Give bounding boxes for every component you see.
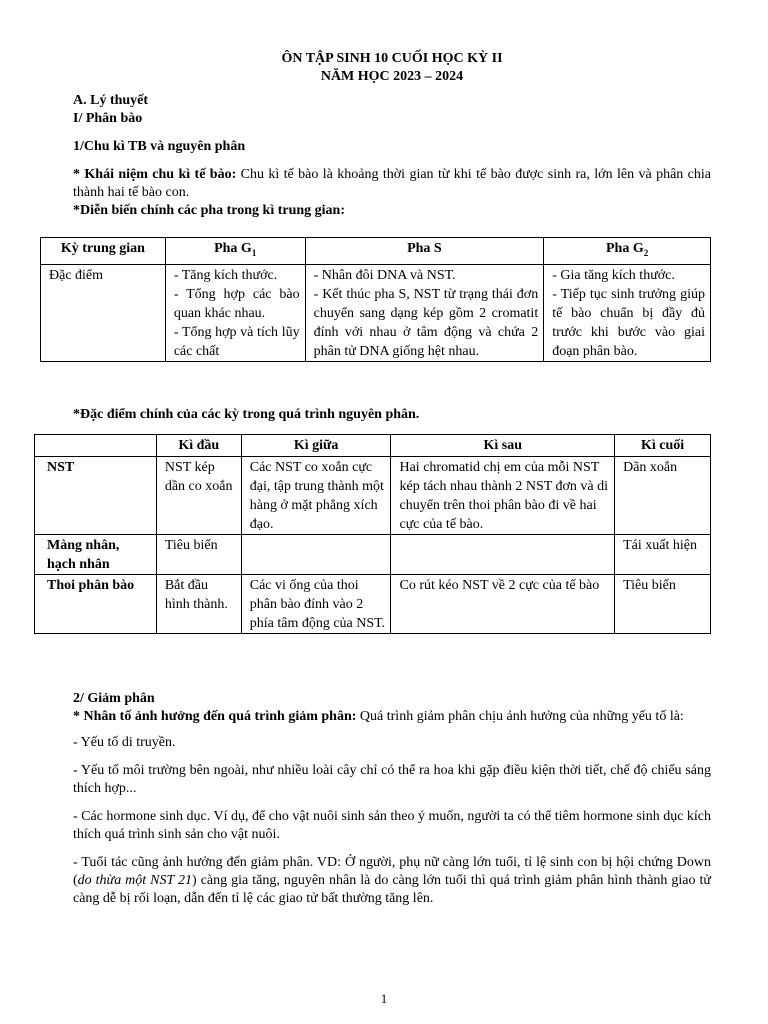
- cell-spindle-telophase: Tiêu biến: [615, 575, 711, 634]
- interphase-table-header: [41, 238, 711, 265]
- cell-g1: - Tăng kích thước. - Tổng hợp các bào quan khác nhau. - Tổng hợp và tích lũy các chất: [165, 264, 305, 361]
- cell-s: - Nhân đôi DNA và NST. - Kết thúc pha S, NST từ trạng thái đơn chuyển sang dạng kép gồm 2 cromatit đính với nhau ở tâm động và chứa 2 phân tử DNA giống hệt nhau.: [305, 264, 544, 361]
- table-row: [35, 535, 711, 575]
- cell-spindle-prophase: Bắt đầu hình thành.: [156, 575, 241, 634]
- cell-g2: - Gia tăng kích thước. - Tiếp tục sinh trưởng giúp tế bào chuẩn bị đầy đủ trước khi bước vào giai đoạn phân bào.: [544, 264, 711, 361]
- row-label-spindle: Thoi phân bào: [35, 575, 157, 634]
- doc-title-line2: NĂM HỌC 2023 – 2024: [320, 69, 464, 84]
- cell-nst-metaphase: Các NST co xoắn cực đại, tập trung thành một hàng ở mặt phẳng xích đạo.: [241, 457, 391, 535]
- table-row: [35, 457, 711, 535]
- meiosis-factors-intro: [73, 708, 711, 726]
- doc-title-line1: ÔN TẬP SINH 10 CUỐI HỌC KỲ II: [281, 51, 503, 66]
- factors-text: Quá trình giảm phân chịu ảnh hưởng của những yếu tố là:: [356, 709, 684, 724]
- header-prophase: Kì đầu: [156, 435, 241, 457]
- cell-membrane-prophase: Tiêu biến: [156, 535, 241, 575]
- down-syndrome-note: do thừa một NST 21: [77, 873, 193, 888]
- concept-text: Chu kì tế bào là khoảng thời gian từ khi tế bào được sinh ra, lớn lên và phân chia thành hai tế bào con.: [73, 167, 711, 200]
- meiosis-section: [73, 690, 711, 908]
- header-interphase: Kỳ trung gian: [41, 238, 166, 265]
- interphase-table: [40, 237, 711, 362]
- cell-spindle-metaphase: Các vi ống của thoi phân bào đính vào 2 phía tâm động của NST.: [241, 575, 391, 634]
- row-label-features: Đặc điểm: [41, 264, 166, 361]
- interphase-table-row: [41, 264, 711, 361]
- header-g2: Pha $G_2$: [544, 238, 711, 265]
- factor-environment: - Yếu tố môi trường bên ngoài, như nhiều loài cây chỉ có thể ra hoa khi gặp điều kiện thời tiết, chế độ chiếu sáng thích hợp...: [73, 763, 711, 796]
- page-number: 1: [380, 991, 388, 1006]
- cell-cycle-definition: [73, 166, 711, 202]
- cell-membrane-telophase: Tái xuất hiện: [615, 535, 711, 575]
- mitosis-table: [34, 434, 711, 634]
- header-metaphase: Kì giữa: [241, 435, 391, 457]
- cell-nst-telophase: Dãn xoắn: [615, 457, 711, 535]
- factor-genetic: - Yếu tố di truyền.: [73, 735, 176, 750]
- subsection-1-heading: 1/Chu kì TB và nguyên phân: [73, 139, 246, 154]
- mitosis-table-header: [35, 435, 711, 457]
- section-a-heading: A. Lý thuyết: [73, 93, 149, 108]
- subsection-2-heading: 2/ Giảm phân: [73, 691, 155, 706]
- cell-spindle-anaphase: Co rút kéo NST về 2 cực của tế bào: [391, 575, 615, 634]
- header-empty: [35, 435, 157, 457]
- mitosis-heading: *Đặc điểm chính của các kỳ trong quá trình nguyên phân.: [73, 407, 420, 422]
- header-s: Pha S: [305, 238, 544, 265]
- row-label-nst: NST: [35, 457, 157, 535]
- cell-membrane-anaphase: [391, 535, 615, 575]
- factor-hormones: - Các hormone sinh dục. Ví dụ, để cho vật nuôi sinh sản theo ý muốn, người ta có thể tiêm hormone sinh dục kích thích quá trình sinh sản cho vật nuôi.: [73, 809, 712, 842]
- section-i-heading: I/ Phân bào: [73, 111, 143, 126]
- header-telophase: Kì cuối: [615, 435, 711, 457]
- interphase-heading: *Diễn biến chính các pha trong kì trung gian:: [73, 203, 346, 218]
- cell-nst-anaphase: Hai chromatid chị em của mỗi NST kép tách nhau thành 2 NST đơn và di chuyển trên thoi phân bào đi về hai cực của tế bào.: [391, 457, 615, 535]
- factor-age: - Tuổi tác cũng ảnh hưởng đến giảm phân. VD: Ở người, phụ nữ càng lớn tuổi, tỉ lệ sinh con bị hội chứng Down (do thừa một NST 21) càng gia tăng, nguyên nhân là do càng lớn tuổi thì quá trình giảm phân hình thành giao tử càng dễ bị rối loạn, dẫn đến tỉ lệ các giao tử bất thường tăng lên.: [73, 855, 711, 906]
- cell-membrane-metaphase: [241, 535, 391, 575]
- header-anaphase: Kì sau: [391, 435, 615, 457]
- row-label-nuclear-membrane: Màng nhân, hạch nhân: [35, 535, 157, 575]
- table-row: [35, 575, 711, 634]
- header-g1: Pha $G_1$: [165, 238, 305, 265]
- cell-nst-prophase: NST kép dần co xoắn: [156, 457, 241, 535]
- concept-label: * Khái niệm chu kì tế bào:: [73, 167, 237, 182]
- factors-label: * Nhân tố ảnh hưởng đến quá trình giảm phân:: [73, 709, 357, 724]
